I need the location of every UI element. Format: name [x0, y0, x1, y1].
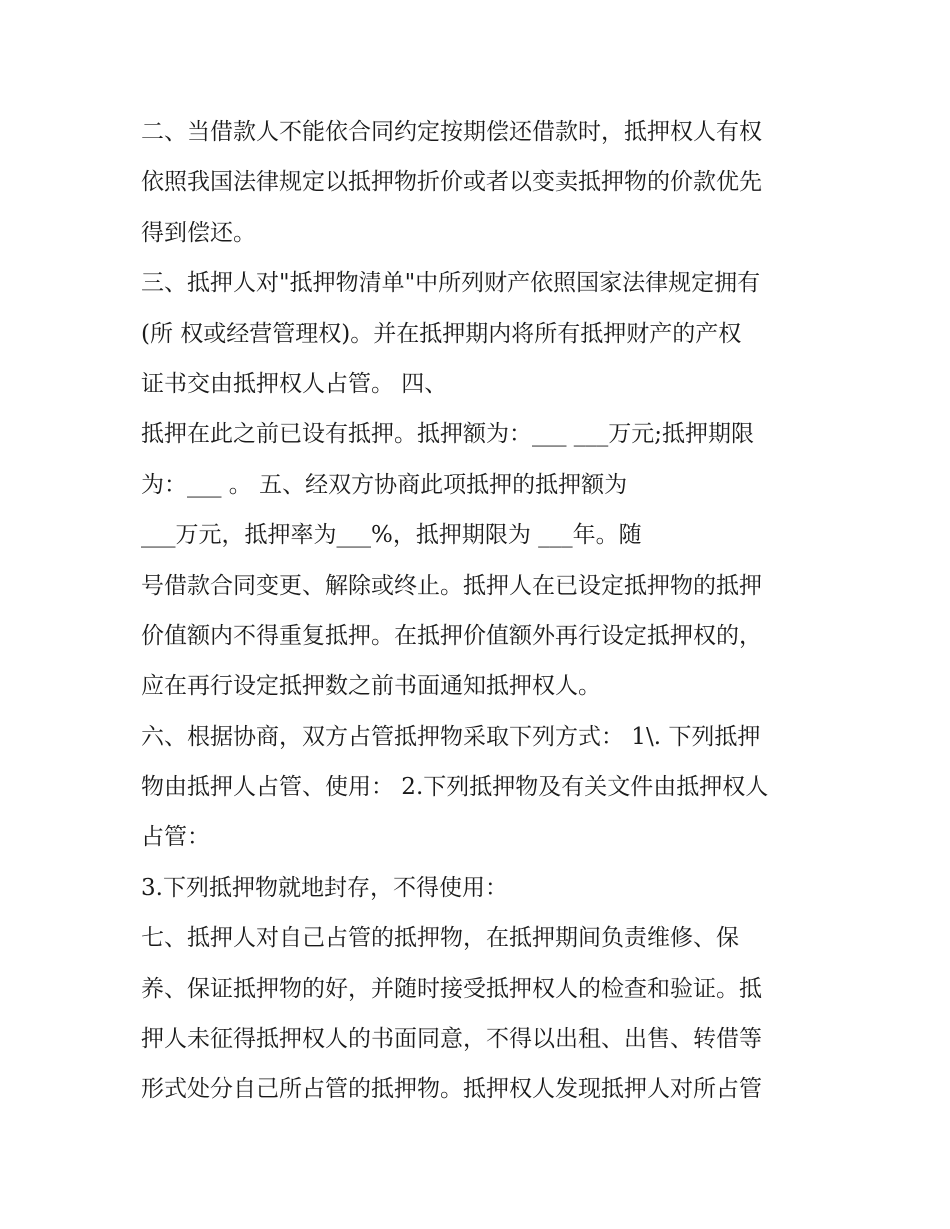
text-line: 形式处分自己所占管的抵押物。抵押权人发现抵押人对所占管: [141, 1076, 762, 1103]
text-line: 抵押在此之前已设有抵押。抵押额为：___ ___万元;抵押期限: [141, 421, 755, 448]
text-line: 依照我国法律规定以抵押物折价或者以变卖抵押物的价款优先: [141, 169, 762, 196]
document-body: [141, 107, 821, 1115]
text-line: 养、保证抵押物的好，并随时接受抵押权人的检查和验证。抵: [141, 975, 762, 1002]
text-line: 二、当借款人不能依合同约定按期偿还借款时，抵押权人有权: [141, 119, 762, 145]
text-line: (所 权或经营管理权)。并在抵押期内将所有抵押财产的产权: [141, 320, 742, 347]
text-line: 应在再行设定抵押数之前书面通知抵押权人。: [141, 673, 601, 700]
text-line: 物由抵押人占管、使用： 2.下列抵押物及有关文件由抵押权人: [141, 774, 769, 801]
text-line: 三、抵押人对"抵押物清单"中所列财产依照国家法律规定拥有: [141, 270, 761, 297]
text-line: 为：___ 。 五、经双方协商此项抵押的抵押额为: [141, 471, 628, 498]
text-line: 证书交由抵押权人占管。 四、: [141, 370, 448, 397]
text-line: 得到偿还。: [141, 219, 256, 246]
text-line: 价值额内不得重复抵押。在抵押价值额外再行设定抵押权的，: [141, 622, 762, 649]
text-line: 六、根据协商，双方占管抵押物采取下列方式： 1\. 下列抵押: [141, 723, 761, 750]
text-line: 号借款合同变更、解除或终止。抵押人在已设定抵押物的抵押: [141, 572, 762, 599]
text-line: 3.下列抵押物就地封存，不得使用：: [141, 874, 508, 901]
text-line: 押人未征得抵押权人的书面同意，不得以出租、出售、转借等: [141, 1026, 762, 1053]
text-line: 占管：: [141, 824, 210, 851]
text-line: 七、抵押人对自己占管的抵押物，在抵押期间负责维修、保: [141, 925, 739, 952]
text-line: ___万元，抵押率为___%，抵押期限为 ___年。随: [141, 522, 642, 549]
